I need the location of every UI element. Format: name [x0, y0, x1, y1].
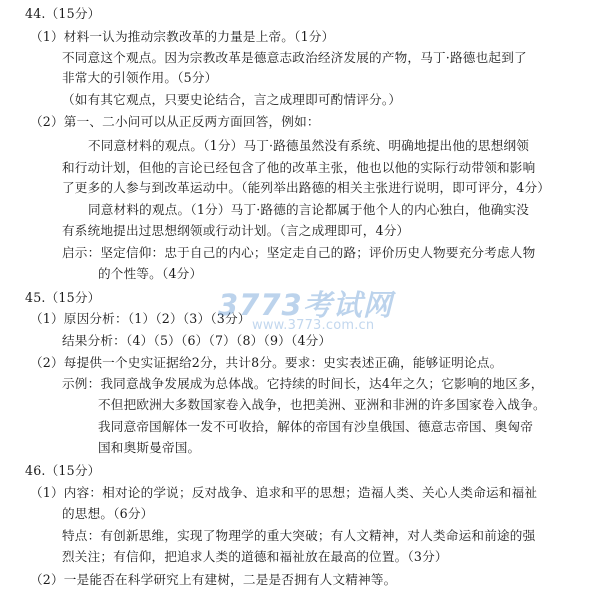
q44-part2-line6: 有系统地提出过思想纲领或行动计划。（言之成理即可，4分）: [62, 223, 410, 238]
q46-part2-line1: （2）一是能否在科学研究上有建树，二是是否拥有人文精神等。: [30, 572, 397, 587]
q44-part1-line1: （1）材料一认为推动宗教改革的力量是上帝。（1分）: [30, 29, 335, 44]
q44-part2-line2: 不同意材料的观点。（1分）马丁·路德虽然没有系统、明确地提出他的思想纲领: [88, 138, 530, 153]
q45-part2-line1: （2）每提供一个史实证据给2分，共计8分。要求：史实表述正确，能够证明论点。: [30, 355, 503, 370]
q45-part1-line2: 结果分析：（4）（5）（6）（7）（8）（9）（4分）: [62, 333, 332, 348]
q45-part2-line2: 示例：我同意战争发展成为总体战。它持续的时间长，达4年之久；它影响的地区多，: [62, 376, 544, 391]
q46-part1-line1: （1）内容：相对论的学说；反对战争、追求和平的思想；造福人类、关心人类命运和福祉: [30, 485, 538, 500]
q44-header: 44.（15分）: [25, 6, 101, 21]
q44-part1-line3: 非常大的引领作用。（5分）: [62, 70, 218, 85]
q46-header: 46.（15分）: [25, 463, 101, 478]
q45-part2-line5: 国和奥斯曼帝国。: [98, 440, 201, 455]
q44-part2-line7: 启示：坚定信仰：忠于自己的内心；坚定走自己的路；评价历史人物要充分考虑人物: [62, 245, 536, 260]
q44-part2-line8: 的个性等。（4分）: [98, 266, 203, 281]
q44-part2-line3: 和行动计划，但他的言论已经包含了他的改革主张，他也以他的实际行动带领和影响: [62, 160, 536, 175]
q45-part2-line4: 我同意帝国解体一发不可收拾，解体的帝国有沙皇俄国、德意志帝国、奥匈帝: [98, 419, 533, 434]
q44-part1-note: （如有其它观点，只要史论结合，言之成理即可酌情评分。）: [62, 92, 402, 107]
q46-part1-line3: 特点：有创新思维，实现了物理学的重大突破；有人文精神，对人类命运和前途的强: [62, 528, 536, 543]
q44-part2-line5: 同意材料的观点。（1分）马丁·路德的言论都属于他个人的内心独白，他确实没: [88, 202, 530, 217]
watermark-logo: 3773考试网: [218, 288, 393, 322]
q45-part1-line1: （1）原因分析：（1）（2）（3）（3分）: [30, 311, 251, 326]
q44-part2-line4: 了更多的人参与到改革运动中。（能列举出路德的相关主张进行说明，即可评分，4分）: [62, 180, 551, 195]
q45-header: 45.（15分）: [25, 290, 101, 305]
q46-part1-line2: 的思想。（6分）: [62, 506, 154, 521]
q44-part1-line2: 不同意这个观点。因为宗教改革是德意志政治经济发展的产物，马丁·路德也起到了: [62, 50, 527, 65]
q45-part2-line3: 不但把欧洲大多数国家卷入战争，也把美洲、亚洲和非洲的许多国家卷入战争。: [98, 397, 546, 412]
q46-part1-line4: 烈关注；有信仰，把追求人类的道德和福祉放在最高的位置。（3分）: [62, 549, 448, 564]
q44-part2-line1: （2）第一、二小问可以从正反两方面回答，例如：: [30, 114, 320, 129]
watermark-url: www.3773.com.cn: [252, 318, 375, 333]
